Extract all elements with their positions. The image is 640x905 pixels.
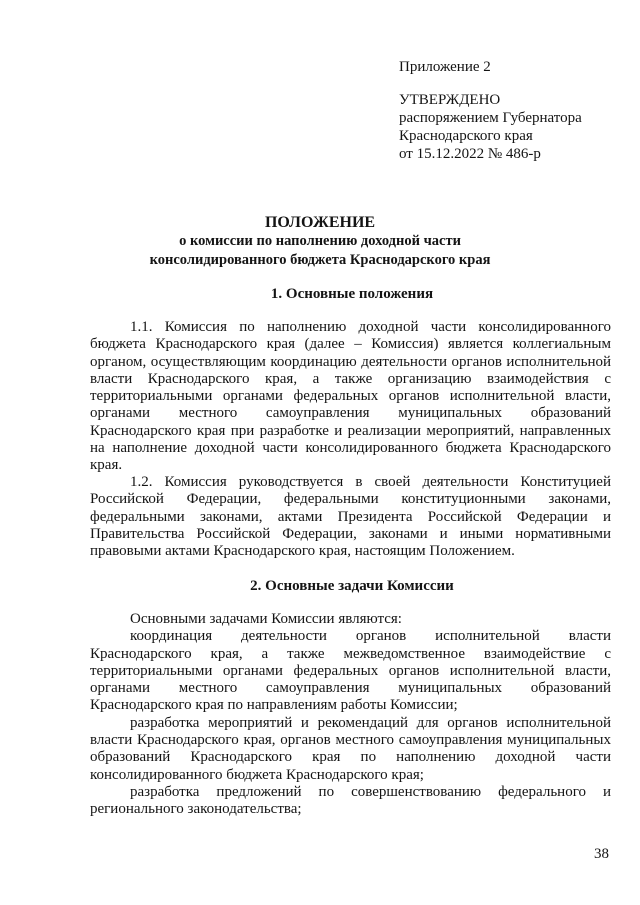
tasks-intro: Основными задачами Комиссии являются: (130, 611, 402, 627)
appendix-label: Приложение 2 (399, 59, 491, 75)
task-item: координация деятельности органов исполнительной власти Краснодарского края, а также межведомственное взаимодействие с территориальными органами федеральных органов исполнительной власти, органами местного самоуправления муниципальных образований Краснодарского края по направлениям работы Комиссии; (90, 628, 611, 714)
section-2-heading: 2. Основные задачи Комиссии (250, 578, 454, 594)
section-1-body (90, 319, 611, 475)
title-main: ПОЛОЖЕНИЕ (264, 214, 376, 231)
approved-label: УТВЕРЖДЕНО (399, 92, 501, 108)
title-line-3: консолидированного бюджета Краснодарского края (149, 252, 491, 268)
section-1-body-2 (90, 474, 611, 560)
approval-stamp (399, 58, 582, 163)
approved-by: распоряжением Губернатора (399, 110, 582, 126)
section-2-body (90, 611, 611, 819)
task-item: разработка мероприятий и рекомендаций для органов исполнительной власти Краснодарского края, органов местного самоуправления муниципальных образований Краснодарского края по наполнению доходной части консолидированного бюджета Краснодарского края; (90, 714, 611, 783)
section-1-heading: 1. Основные положения (270, 286, 434, 302)
document-title (0, 213, 640, 270)
approved-date-number: от 15.12.2022 № 486-р (399, 146, 541, 162)
task-item: разработка предложений по совершенствованию федерального и регионального законодательства; (90, 783, 611, 818)
title-line-2: о комиссии по наполнению доходной части (179, 233, 461, 249)
page-number: 38 (594, 846, 609, 862)
approved-region: Краснодарского края (399, 128, 533, 144)
paragraph-1-1: 1.1. Комиссия по наполнению доходной части консолидированного бюджета Краснодарского края (далее – Комиссия) является коллегиальным органом, осуществляющим координацию деятельности органов исполнительной власти Краснодарского края, а также организацию взаимодействия с территориальными органами федеральных органов исполнительной власти, органами местного самоуправления муниципальных образований Краснодарского края при разработке и реализации мероприятий, направленных на наполнение доходной части консолидированного бюджета Краснодарского края. (90, 319, 611, 474)
paragraph-1-2: 1.2. Комиссия руководствуется в своей деятельности Конституцией Российской Федерации, федеральными конституционными законами, федеральными законами, актами Президента Российской Федерации и Правительства Российской Федерации, законами и иными нормативными правовыми актами Краснодарского края, настоящим Положением. (90, 474, 611, 560)
